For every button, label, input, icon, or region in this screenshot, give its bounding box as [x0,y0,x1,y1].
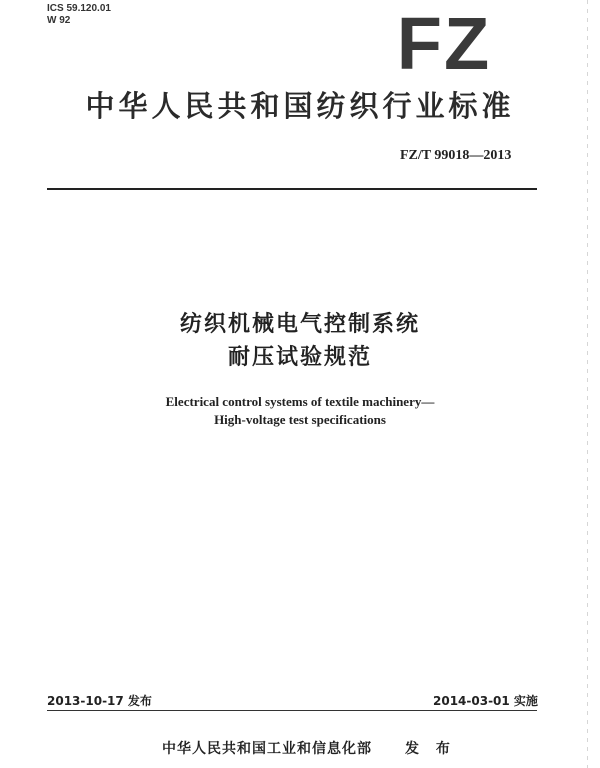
logo-text: FZ [396,12,492,72]
chinese-title-line2: 耐压试验规范 [227,345,372,370]
publish-label: 发 布 [405,741,456,757]
scan-edge-mark [587,0,588,768]
publisher-name: 中华人民共和国工业和信息化部 [162,741,372,757]
header-divider [47,188,537,190]
standard-number: FZ/T 99018—2013 [400,148,512,163]
standard-title: 中华人民共和国纺织行业标准 [85,89,515,123]
chinese-title-line1: 纺织机械电气控制系统 [179,312,420,337]
fz-logo [383,12,505,72]
issue-date: 2013-10-17 发布 [47,694,152,708]
english-title-line1: Electrical control systems of textile machinery— [165,394,435,409]
classification-codes [47,3,111,27]
footer-divider [47,710,537,711]
english-title-line2: High-voltage test specifications [214,412,386,427]
implementation-date: 2014-03-01 实施 [433,694,538,708]
ccs-code: W 92 [47,15,71,26]
ics-code: ICS 59.120.01 [47,3,111,14]
